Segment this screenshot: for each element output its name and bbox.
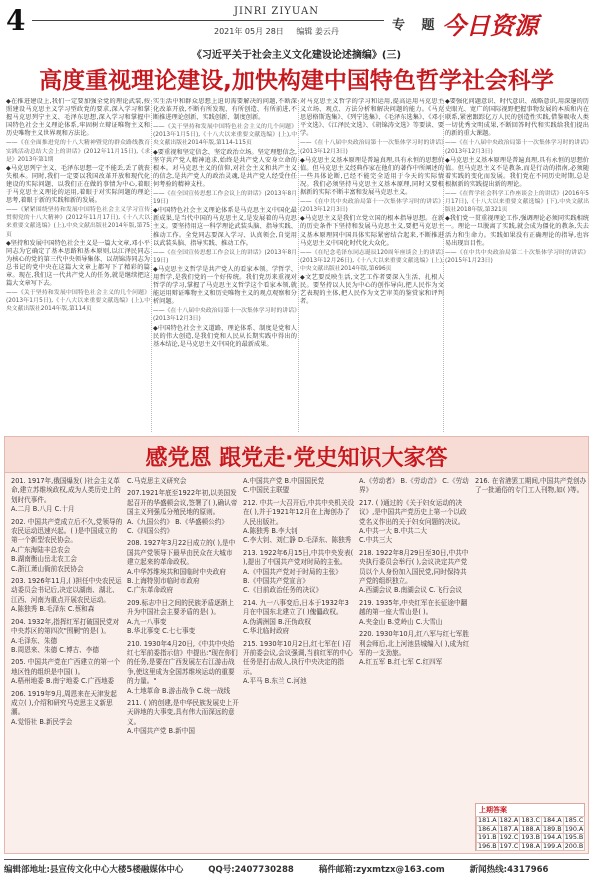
question-text: 218. 1922年8月29日至30日,中共中央执行委员会举行( ),会议决定共产党员以个人身份加入国民党,同时保持共产党的组织独立。	[359, 548, 469, 586]
quiz-question	[359, 549, 471, 596]
question-text: 217. ( )通过的《关于妇女运动的决议》,是中国共产党历史上第一个以政党名义作出的关于妇女问题的决议。	[359, 498, 467, 526]
issue-date: 2021年 05月 28日	[214, 27, 284, 36]
quiz-question	[127, 539, 239, 595]
article-paragraph: ◆要强化问题意识、时代意识、战略意识,用深邃的历史眼光、宽广的国际视野把握事物发展的本质和内在联系,紧密跟踪亿万人民的创造性实践,借鉴吸收人类一切优秀文明成果,不断回答时代和实践给我们提出的新的重大课题。	[445, 98, 589, 138]
answer-cell: 181.A	[478, 816, 497, 824]
quiz-question	[359, 599, 471, 627]
article-paragraph: ——《在中共中央政治局第二十次集体学习时的讲话》(2015年1月23日)	[445, 249, 589, 264]
question-text: 207.1921年底至1922年初,以美国发起召开的华盛顿会议,签署了( ),确认帝国主义列强瓜分殖民地的原则。	[127, 489, 238, 517]
quiz-column	[11, 477, 123, 849]
answer-cell: 183.C	[521, 816, 541, 824]
question-text: 204. 1932年,指挥红军打破国民党对中央苏区的第四次"围剿"的是( )。	[11, 617, 120, 636]
article-paragraph: ◆中国特色社会主义理论体系是马克思主义中国化最新成果,是当代中国的马克思主义,是发展着的马克思主义。要坚持用这一科学理论武装头脑、指导实践、推动工作。全党同志要深入学习、认真领会,自觉用以武装头脑、指导实践、推动工作。	[153, 207, 297, 247]
quiz-column	[359, 477, 471, 849]
answer-cell: 199.A	[543, 841, 562, 850]
article-paragraph: 对马克思主义哲学的学习和运用,提高运用马克思主义立场、观点、方法分析和解决问题的能力。《马克思恩格斯选集》、《列宁选集》、《毛泽东选集》、《邓小平文选》、《江泽民文选》、《胡锦涛文选》等要读、要学。	[300, 98, 444, 138]
question-text: 206. 1919年9月,周恩来在天津发起成立( ),介绍和研究马克思主义新思潮。	[11, 689, 117, 717]
question-options: A.《中国共产党对于时局的主张》 B.《中国共产党宣言》 C.《目前政治任务的决议》	[243, 567, 342, 595]
question-text: 202. 中国共产党成立后不久,党领导的农民运动迅速兴起。( )是中国成立的第一个新型农民协会。	[11, 517, 123, 545]
question-text: 209.标志中日之间的民族矛盾逐渐上升为中国社会主要矛盾的是( )。	[127, 598, 234, 617]
article-paragraph: ◆中国特色社会主义道路、理论体系、制度是党和人民的伟大创造,是我们党和人民从长期实践中得出的基本结论,是马克思主义中国化的最新成果。	[153, 324, 297, 348]
quiz-question	[243, 599, 355, 637]
answer-cell: 188.A	[521, 824, 540, 833]
question-text: 211. ( )的创建,是中华民族发展史上开天辟地的大事变,具有伟大而深远的意义。	[127, 698, 239, 726]
article-paragraph: ◆在推进建设上,我们一定要加强全党的理论武装,按照建设马克思主义学习型政党的要求,深入学习和掌握马克思列宁主义、毛泽东思想,深入学习和掌握中国特色社会主义理论体系,牢固树立辩证唯物主义和历史唯物主义世界观和方法论。	[6, 98, 150, 138]
question-options: A.中共一大 B.中共二大 C.中共三大	[359, 527, 427, 545]
article-paragraph: ——《在纪念毛泽东同志诞辰120周年座谈会上的讲话》(2013年12月26日),《十八大以来重要文献选编》(上),中央文献出版社2014年版,第696页	[300, 249, 444, 272]
answer-cell: 200.B	[564, 841, 584, 850]
question-options: A.觉悟社 B.新民学会	[11, 717, 73, 726]
article-paragraph: ◆坚持和发展中国特色社会主义是一篇大文章,邓小平同志为它确定了基本思路和基本原则,以江泽民同志为核心的党的第三代中央领导集体、以胡锦涛同志为总书记的党中央在这篇大文章上都写下了精彩的篇章。现在,我们这一代共产党人的任务,就是继续把这篇大文章写下去。	[6, 239, 150, 288]
article-paragraph: ◆我们党一贯重视理论工作,强调理论必须同实践相统一。理论一旦脱离了实践,就会成为僵化的教条,失去活力和生命力。实践如果没有正确理论的指导,也容易出现盲目性。	[445, 215, 589, 247]
answer-row	[477, 842, 585, 851]
answer-cell: 187.A	[499, 824, 519, 833]
question-text: 203. 1926年11月,( )担任中央农民运动委员会书记后,决定以湖南、湖北、江西、河南为重点开展农民运动。	[11, 577, 122, 604]
section-label: 专 题	[392, 18, 441, 33]
quiz-question	[475, 477, 587, 496]
question-text: 219. 1935年,中央红军在长征途中翻越的第一座大雪山是( )。	[359, 598, 468, 617]
issue-meta	[214, 26, 349, 37]
footer-email: 稿件邮箱:zyxmtzx@163.com	[318, 865, 445, 875]
question-options: A.毛泽东、朱德 B.周恩来、朱德 C.博古、李德	[11, 636, 99, 654]
question-options: A.梧州地委 B.南宁地委 C.广西地委	[11, 677, 115, 686]
question-options: A.二月 B.八月 C.十月	[11, 505, 75, 514]
question-options: A.《九国公约》 B.《华盛顿公约》 C.《四国公约》	[127, 517, 228, 536]
header-rule	[32, 20, 384, 21]
page-number: 4	[6, 4, 26, 37]
question-options: A.平马 B.东兰 C.河池	[243, 677, 307, 686]
answer-cell: 191.B	[478, 833, 497, 842]
answer-title: 上期答案	[479, 806, 507, 814]
article-paragraph: ◆马克思主义哲学是共产党人的看家本领。学哲学、用哲学,是我们党的一个好传统。我们党历来重视对哲学的学习,掌握了马克思主义哲学这个看家本领,就能运用辩证唯物主义和历史唯物主义的观点观察和分析问题。	[153, 265, 297, 306]
question-options: A.红五军 B.红七军 C.红四军	[359, 658, 443, 667]
masthead-pinyin: JINRI ZIYUAN	[234, 6, 319, 17]
column-divider	[443, 100, 444, 432]
quiz-question	[243, 499, 355, 546]
article-paragraph: ——《在全国宣传思想工作会议上的讲话》(2013年8月19日)	[153, 191, 297, 206]
question-text: 201. 1917年,俄国爆发( )社会主义革命,建立苏维埃政权,成为人类历史上的划时代事件。	[11, 477, 121, 504]
article-paragraph: ——《关于坚持和发展中国特色社会主义的几个问题》(2013年1月5日),《十八大以来重要文献选编》(上),中央文献出版社2014年版,第114-115页	[153, 124, 297, 147]
quiz-question	[11, 690, 123, 728]
answer-table	[476, 816, 585, 851]
footer-qq: QQ号:2407730288	[208, 865, 294, 875]
question-options: A.中国共产党 B.中国国民党 C.中国民主联盟	[243, 477, 325, 495]
answer-cell: 195.B	[564, 833, 584, 842]
article-paragraph: ◆文艺要反映生活,文艺工作者要深入生活、扎根人民。要坚持以人民为中心的创作导向,把人民作为文艺表现的主体,把人民作为文艺审美的鉴赏家和评判者。	[300, 273, 444, 306]
quiz-question	[243, 477, 355, 496]
question-options: A.夹金山 B.党岭山 C.大雪山	[359, 617, 443, 626]
article-paragraph: ——《在十八届中央政治局第十一次集体学习时的讲话》(2013年12月3日)	[300, 140, 444, 155]
quiz-question	[127, 599, 239, 637]
answer-box	[475, 803, 585, 851]
answer-cell: 182.A	[499, 816, 519, 824]
question-text: 220. 1930年10月,红八军与红七军胜利会师后,北上河池县城编入( ),成为红军的一支劲旅。	[359, 630, 470, 657]
answer-cell: 196.B	[478, 841, 497, 850]
footer-address: 编辑部地址:县宣传文化中心大楼5楼融媒体中心	[4, 865, 184, 875]
page-footer	[4, 859, 589, 875]
question-options: A.土地革命 B.游击战争 C.统一战线	[127, 686, 231, 695]
series-title: 《习近平关于社会主义文化建设论述摘编》(三)	[191, 50, 402, 61]
article-paragraph: ——《在十八届中央政治局第十一次集体学习时的讲话》(2013年12月3日)	[445, 140, 589, 155]
quiz-question	[359, 630, 471, 668]
question-options: A.伪满洲国 B.汪伪政权 C.华北临时政府	[243, 617, 311, 636]
quiz-question	[11, 618, 123, 656]
question-options: A.中国共产党 B.新中国	[127, 727, 195, 736]
question-text: 213. 1922年6月15日,中共中央发表( ),提出了中国共产党对时局的主张。	[243, 548, 354, 567]
quiz-question	[127, 640, 239, 696]
issue-editor: 编辑 姜云丹	[296, 27, 339, 36]
answer-row	[477, 817, 585, 826]
column-divider	[151, 100, 152, 432]
question-options: A.《劳动者》 B.《劳动音》 C.《劳动界》	[359, 477, 469, 495]
article-paragraph: ——《紧紧围绕坚持和发展中国特色社会主义学习宣传贯彻党的十八大精神》(2012年11月17日),《十八大以来重要文献选编》(上),中央文献出版社2014年版,第75页	[6, 207, 150, 238]
question-text: 215. 1930年10月2日,红七军在( )召开前委会议,会议强调,当前红军的中心任务是打击敌人,执行中央决定的指示。	[243, 639, 353, 676]
answer-row	[477, 834, 585, 843]
answer-cell: 192.C	[499, 833, 519, 842]
quiz-question	[359, 499, 471, 546]
article-paragraph: ◆马克思主义基本原理是普遍真理,具有永恒的思想价值。但马克思主义不是教条,而是行动的指南,必须随着实践的变化而发展。我们党在不同历史时期,总是根据新的实践提出新的理论。	[445, 156, 589, 188]
article-column	[445, 98, 589, 434]
quiz-question	[11, 477, 123, 515]
brand-logo: 今日资源	[442, 11, 538, 40]
quiz-question	[359, 477, 471, 496]
question-options: C.马克思主义研究会	[127, 477, 187, 485]
question-options: A.陈独秀 B.毛泽东 C.蔡和森	[11, 605, 95, 614]
article-column	[153, 98, 297, 434]
quiz-question	[127, 489, 239, 536]
quiz-question	[11, 658, 123, 686]
quiz-question	[127, 699, 239, 737]
newspaper-page	[4, 4, 589, 877]
article-paragraph: 实生活中和群众思想上迫切需要解决的问题,不断深化改革开放,不断有所发现、有所创造、有所前进,不断推进理论创新、实践创新、制度创新。	[153, 98, 297, 122]
article-paragraph: ——《在全面推进党的十八大精神暨党的群众路线教育实践活动总结大会上的讲话》(2012年11月15日),《求是》2013年第1期	[6, 140, 150, 163]
article-paragraph: ——《在全国宣传思想工作会议上的讲话》(2013年8月19日)	[153, 249, 297, 264]
article-paragraph: ◆要重视和坚定信念、坚定政治立场。坚定理想信念,坚守共产党人精神追求,始终是共产党人安身立命的根本。对马克思主义的信仰,对社会主义和共产主义的信念,是共产党人的政治灵魂,是共产党人经受住任何考验的精神支柱。	[153, 148, 297, 188]
quiz-section	[4, 436, 589, 854]
quiz-question	[243, 549, 355, 596]
answer-cell: 184.A	[543, 816, 562, 824]
question-text: 212. 中共一大召开后,中共中央机关设在( ),并于1921年12月在上海创办了人民出版社。	[243, 498, 355, 526]
question-text: 214. 九一八事变后,日本于1932年3月在中国东北建立了( )傀儡政权。	[243, 598, 349, 617]
question-text: 216. 在省港罢工期间,中国共产党创办了一批通俗的专门工人刊物,如( )等。	[475, 477, 587, 495]
column-divider	[298, 100, 299, 432]
answer-cell: 198.A	[521, 841, 540, 850]
question-options: A.广东海陆丰总农会 B.湖南衡山岳北农工会 C.浙江萧山衙前农民协会	[11, 545, 84, 573]
quiz-column	[127, 477, 239, 849]
headline: 高度重视理论建设,加快构建中国特色哲学社会科学	[39, 68, 554, 94]
article-body	[4, 98, 589, 434]
question-options: A.九一八事变 B.华北事变 C.七七事变	[127, 617, 196, 636]
quiz-title: 感党恩 跟党走·党史知识大家答	[145, 446, 448, 471]
question-options: A.西湖会议 B.南湖会议 C.飞行会议	[359, 586, 463, 595]
article-paragraph: ◆马克思主义基本原理是普遍真理,具有永恒的思想价值。但马克思主义经典作家在他们的著作中所阐述的一些具体论断,已经不能完全适用于今天的实际情况。我们必须坚持马克思主义基本原理,同时又要根据新的实际不断丰富和发展马克思主义。	[300, 156, 444, 197]
answer-cell: 190.A	[564, 824, 584, 833]
answer-cell: 194.A	[543, 833, 562, 842]
quiz-question	[11, 577, 123, 615]
question-text: 205. 中国共产党在广西建立的第一个地区性的组织是中国( )。	[11, 658, 121, 676]
quiz-question	[127, 477, 239, 486]
page-header	[4, 4, 589, 42]
article-paragraph: ◆马克思列宁主义、毛泽东思想一定不能丢,丢了就丧失根本。同时,我们一定要以我国改革开放和现代化建设的实际问题、以我们正在做的事情为中心,着眼于马克思主义理论的运用,着眼于对实际问题的理论思考,着眼于新的实践和新的发展。	[6, 164, 150, 205]
question-options: A.中华苏维埃共和国临时中央政府 B.上海特别市临时市政府 C.广东革命政府	[127, 567, 226, 595]
article-paragraph: ——《在中共中央政治局第十一次集体学习时的讲话》(2013年12月3日)	[300, 199, 444, 214]
question-options: A.陈独秀 B.李大钊 C.李大钊、刘仁静 D.毛泽东、陈独秀	[243, 527, 352, 545]
footer-phone: 新闻热线:4317966	[469, 865, 549, 875]
article-column	[6, 98, 150, 434]
question-text: 208. 1927年3月22日成立的( ),是中国共产党领导下最早由民众在大城市建立起来的革命政权。	[127, 539, 236, 567]
question-text: 210. 1930年4月20日,《中共中央给红七军前委指示信》中提出:"现在你们的任务,是要在广西发展左右江游击战争,使这里成为全国苏维埃运动的重要的力量。"	[127, 639, 238, 686]
quiz-column	[243, 477, 355, 849]
answer-cell: 193.B	[521, 833, 540, 842]
answer-cell: 197.C	[499, 841, 519, 850]
quiz-question	[11, 518, 123, 574]
article-paragraph: ——《在哲学社会科学工作座谈会上的讲话》(2016年5月17日),《十八大以来重要文献选编》(下),中央文献出版社2018年版,第321页	[445, 191, 589, 214]
quiz-question	[243, 640, 355, 687]
quiz-title-bar	[5, 437, 588, 473]
answer-cell: 189.B	[543, 824, 562, 833]
article-paragraph: ◆马克思主义是我们立党立国的根本指导思想。在新的历史条件下坚持和发展马克思主义,要把马克思主义基本原理同中国具体实际紧密结合起来,不断推进马克思主义中国化时代化大众化。	[300, 215, 444, 247]
answer-cell: 185.C	[564, 816, 584, 824]
answer-cell: 186.A	[478, 824, 497, 833]
article-paragraph: ——《关于坚持和发展中国特色社会主义的几个问题》(2013年1月5日),《十八大以来重要文献选编》(上),中央文献出版社2014年版,第114页	[6, 290, 150, 313]
article-column	[300, 98, 444, 434]
quiz-column	[475, 477, 587, 849]
article-paragraph: ——《在十八届中央政治局第十一次集体学习时的讲话》(2013年12月3日)	[153, 308, 297, 323]
